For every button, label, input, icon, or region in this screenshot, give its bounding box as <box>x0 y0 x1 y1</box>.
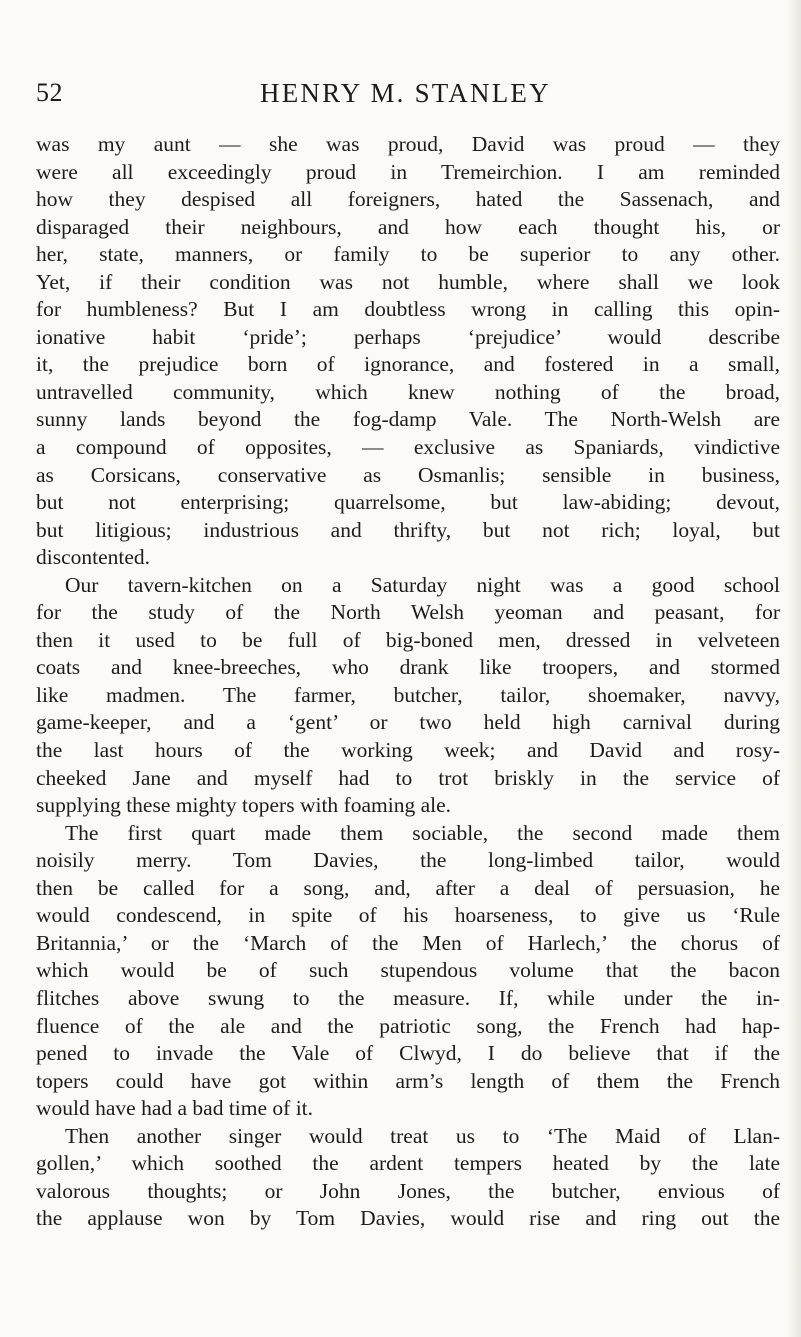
text-line: was my aunt — she was proud, David was proud — they <box>36 132 780 156</box>
paragraph-end-line: discontented. <box>36 545 151 570</box>
text-line: for the study of the North Welsh yeoman and peasant, for <box>36 600 780 625</box>
paragraph-start-line: Our tavern-kitchen on a Saturday night was a good school <box>65 572 780 597</box>
running-head <box>36 78 776 114</box>
text-line: untravelled community, which knew nothing of the broad, <box>36 379 780 404</box>
text-line: her, state, manners, or family to be superior to any other. <box>36 242 780 267</box>
text-line: game-keeper, and a ‘gent’ or two held high carnival during <box>36 710 780 735</box>
body-text <box>36 131 780 1233</box>
running-title: HENRY M. STANLEY <box>260 78 551 108</box>
text-line: which would be of such stupendous volume that the bacon <box>36 958 780 983</box>
text-line: would condescend, in spite of his hoarseness, to give us ‘Rule <box>36 903 780 928</box>
text-line: flitches above swung to the measure. If, while under the in- <box>36 985 780 1010</box>
text-line: cheeked Jane and myself had to trot briskly in the service of <box>36 765 780 790</box>
text-line: topers could have got within arm’s length of them the French <box>36 1068 780 1093</box>
text-line: valorous thoughts; or John Jones, the butcher, envious of <box>36 1178 780 1203</box>
text-line: coats and knee-breeches, who drank like troopers, and stormed <box>36 655 780 680</box>
text-line: then it used to be full of big-boned men, dressed in velveteen <box>36 627 780 652</box>
text-line: gollen,’ which soothed the ardent tempers heated by the late <box>36 1151 780 1176</box>
text-line: Britannia,’ or the ‘March of the Men of Harlech,’ the chorus of <box>36 930 780 955</box>
text-line: Yet, if their condition was not humble, where shall we look <box>36 269 780 294</box>
text-line: for humbleness? But I am doubtless wrong in calling this opin- <box>36 297 780 322</box>
text-line: fluence of the ale and the patriotic song, the French had hap- <box>36 1013 780 1038</box>
text-line: as Corsicans, conservative as Osmanlis; sensible in business, <box>36 462 780 487</box>
paragraph-start-line: The first quart made them sociable, the second made them <box>65 820 780 845</box>
paragraph-end-line: would have had a bad time of it. <box>36 1096 314 1121</box>
text-line: the last hours of the working week; and David and rosy- <box>36 738 780 763</box>
text-line: but not enterprising; quarrelsome, but law-abiding; devout, <box>36 490 780 515</box>
text-line: then be called for a song, and, after a deal of persuasion, he <box>36 875 780 900</box>
text-line: disparaged their neighbours, and how each thought his, or <box>36 214 780 239</box>
page-number: 52 <box>36 78 63 107</box>
text-line: noisily merry. Tom Davies, the long-limbed tailor, would <box>36 848 780 873</box>
text-line: were all exceedingly proud in Tremeirchion. I am reminded <box>36 159 780 184</box>
paragraph-start-line: Then another singer would treat us to ‘The Maid of Llan- <box>65 1123 780 1148</box>
text-line: it, the prejudice born of ignorance, and fostered in a small, <box>36 352 780 377</box>
text-line: like madmen. The farmer, butcher, tailor, shoemaker, navvy, <box>36 682 780 707</box>
text-line: the applause won by Tom Davies, would rise and ring out the <box>36 1206 780 1231</box>
text-line: how they despised all foreigners, hated the Sassenach, and <box>36 187 780 212</box>
text-line: but litigious; industrious and thrifty, but not rich; loyal, but <box>36 517 780 542</box>
text-line: ionative habit ‘pride’; perhaps ‘prejudice’ would describe <box>36 324 780 349</box>
paragraph-end-line: supplying these mighty topers with foaming ale. <box>36 793 452 818</box>
page-edge-shadow <box>787 0 801 1337</box>
text-line: a compound of opposites, — exclusive as Spaniards, vindictive <box>36 435 780 460</box>
text-line: pened to invade the Vale of Clwyd, I do believe that if the <box>36 1041 780 1066</box>
text-line: sunny lands beyond the fog-damp Vale. The North-Welsh are <box>36 407 780 432</box>
